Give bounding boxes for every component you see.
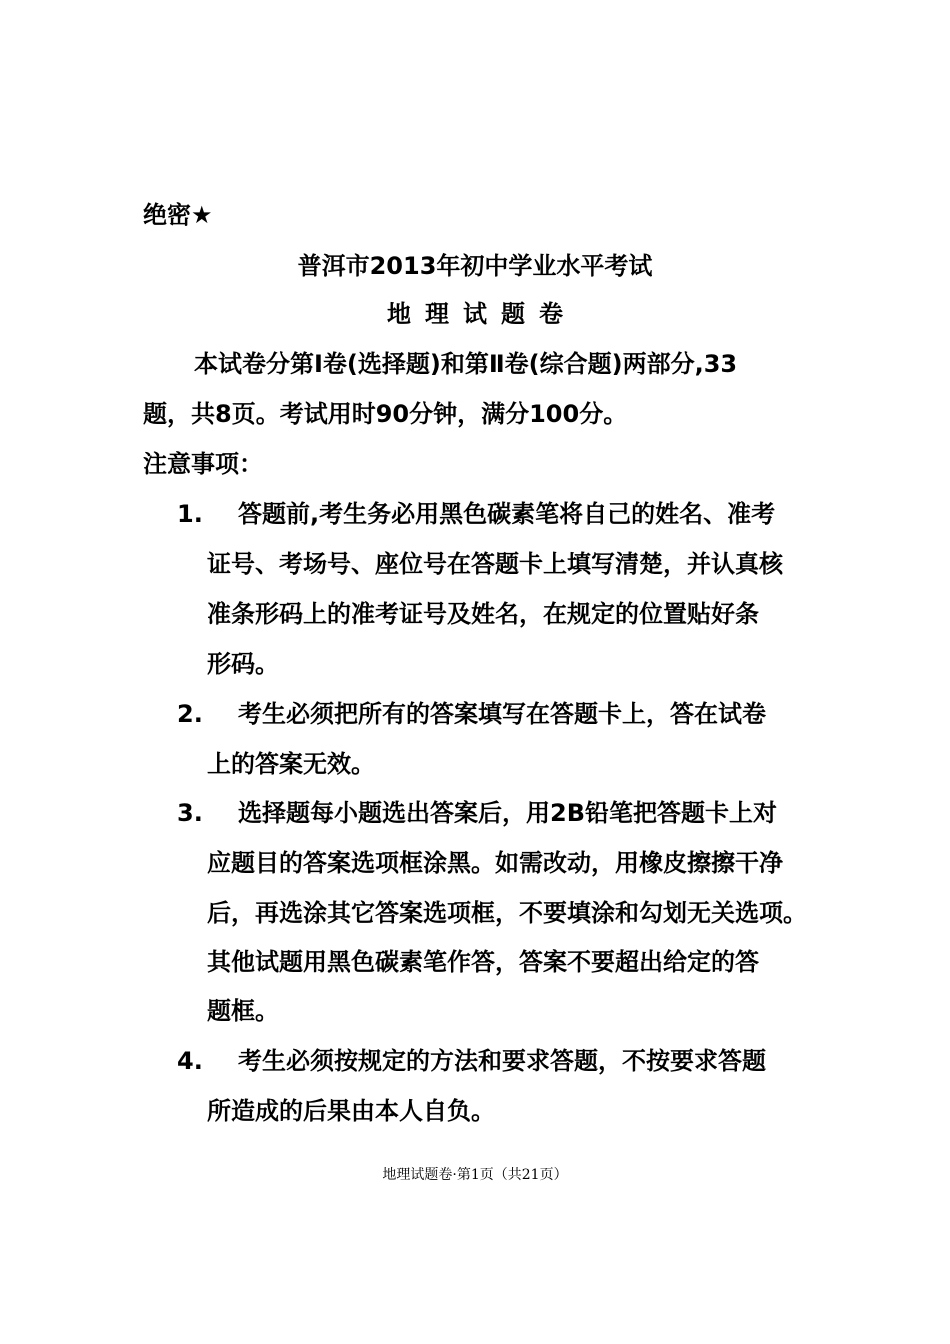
item-line: 题框。 bbox=[207, 997, 279, 1025]
item-line: 所造成的后果由本人自负。 bbox=[207, 1097, 495, 1125]
item-line: 考生必须把所有的答案填写在答题卡上，答在试卷 bbox=[238, 700, 766, 728]
item-line: 准条形码上的准考证号及姓名，在规定的位置贴好条 bbox=[207, 600, 759, 628]
page-footer: 地理试题卷·第1页（共21页） bbox=[382, 1167, 568, 1183]
item-number: 2. bbox=[177, 700, 203, 728]
intro-line-1: 本试卷分第Ⅰ卷(选择题)和第Ⅱ卷(综合题)两部分,33 bbox=[194, 350, 738, 378]
item-line: 选择题每小题选出答案后，用2B铅笔把答题卡上对 bbox=[238, 799, 777, 827]
item-line: 后，再选涂其它答案选项框，不要填涂和勾划无关选项。 bbox=[207, 899, 807, 927]
item-line: 考生必须按规定的方法和要求答题，不按要求答题 bbox=[238, 1047, 766, 1075]
item-line: 答题前,考生务必用黑色碳素笔将自己的姓名、准考 bbox=[238, 500, 776, 528]
exam-subtitle: 地理试题卷 bbox=[387, 300, 577, 328]
item-number: 3. bbox=[177, 799, 203, 827]
item-line: 上的答案无效。 bbox=[207, 750, 375, 778]
item-number: 1. bbox=[177, 500, 203, 528]
item-line: 证号、考场号、座位号在答题卡上填写清楚，并认真核 bbox=[207, 550, 783, 578]
exam-title: 普洱市2013年初中学业水平考试 bbox=[297, 252, 653, 280]
notice-heading: 注意事项： bbox=[143, 450, 263, 478]
item-number: 4. bbox=[177, 1047, 203, 1075]
secret-mark: 绝密★ bbox=[143, 201, 213, 229]
item-line: 应题目的答案选项框涂黑。如需改动，用橡皮擦擦干净 bbox=[207, 849, 783, 877]
item-line: 其他试题用黑色碳素笔作答，答案不要超出给定的答 bbox=[207, 948, 759, 976]
item-line: 形码。 bbox=[207, 650, 279, 678]
intro-line-2: 题，共8页。考试用时90分钟，满分100分。 bbox=[143, 400, 628, 428]
